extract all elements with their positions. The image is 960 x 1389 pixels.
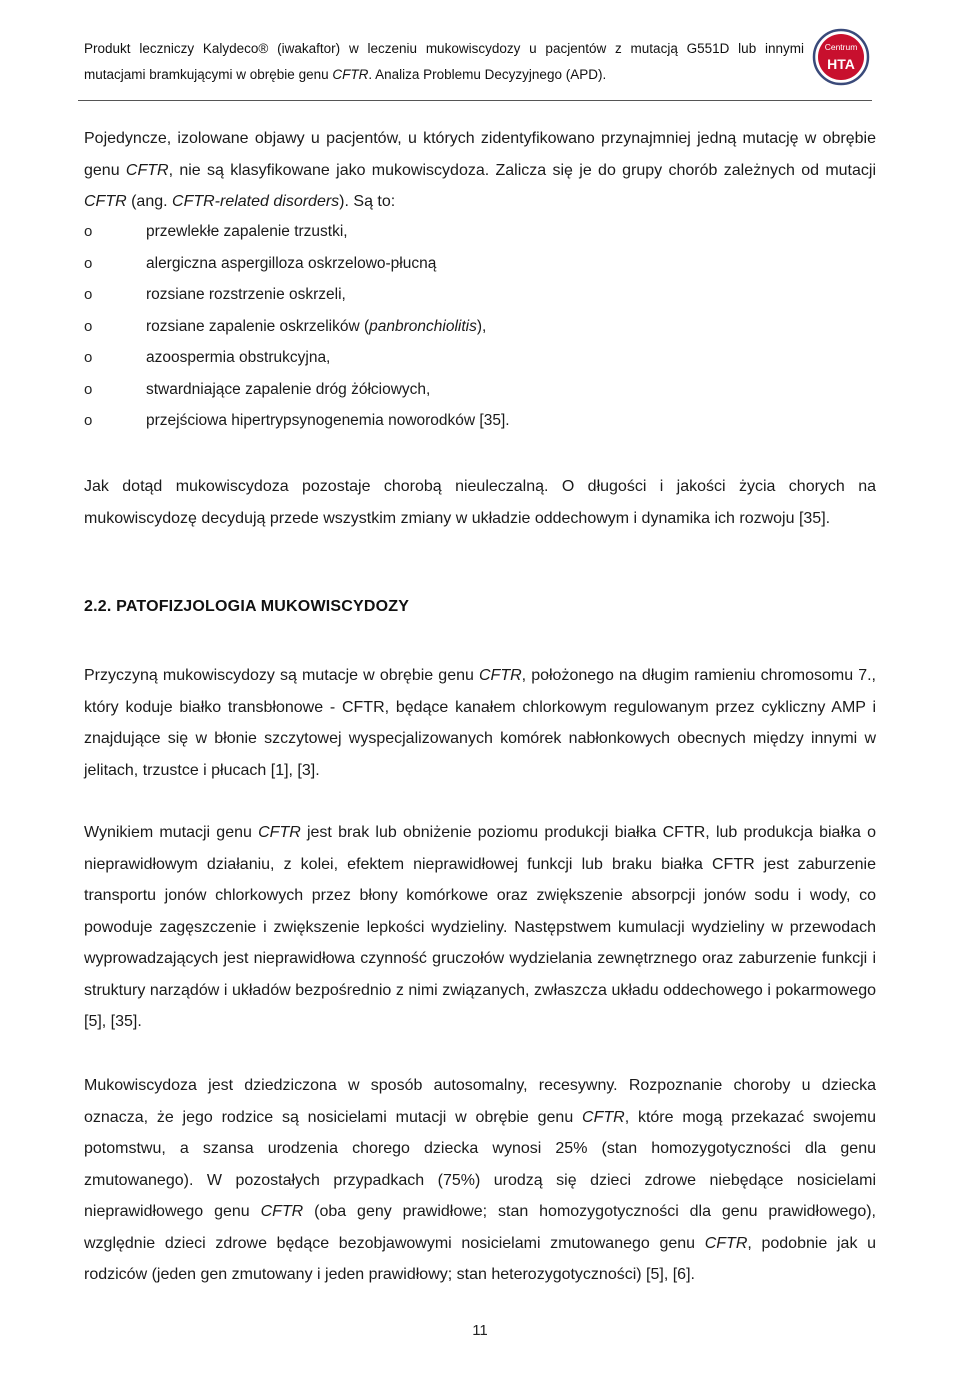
header-line2-text: mutacjami bramkującymi w obrębie genu [84, 67, 333, 82]
header-gene-name: CFTR [332, 67, 369, 82]
disorder-list [84, 216, 876, 437]
para1-text-g: ). Są to: [339, 193, 396, 210]
paragraph-incurable: Jak dotąd mukowiscydoza pozostaje chorobą nieuleczalną. O długości i jakości życia chorych na mukowiscydozę decydują przede wszystkim zmiany w układzie oddechowym i dynamika ich rozwoju [35]. [84, 478, 876, 527]
para5-gene-2: CFTR [260, 1203, 304, 1220]
list-item [84, 342, 876, 374]
list-item [84, 279, 876, 311]
list-item-text: alergiczna aspergilloza oskrzelowo-płucną [146, 254, 437, 272]
para5-gene-3: CFTR [704, 1234, 748, 1252]
para3-text-c: , położonego na długim ramieniu chromosomu 7., który koduje białko transbłonowe - CFTR, będące kanałem chlorkowym regulowanym przez cykliczny AMP i znajdujące się w błonie szczytowej wyspecjalizowanych komórek nabłonkowych obecnych między innymi w jelitach, trzustce i płucach [1], [3]. [84, 667, 876, 779]
list-item-text-c: ), [476, 317, 487, 335]
bullet-icon: o [84, 286, 93, 303]
paragraph-cause [84, 660, 876, 786]
para5-gene: CFTR [582, 1108, 625, 1126]
para1-text-c: , nie są klasyfikowane jako mukowiscydoza. Zalicza się je do grupy chorób zależnych od mutacji [168, 161, 876, 179]
paragraph-inheritance [84, 1070, 876, 1291]
para1-text-a: Pojedyncze, izolowane objawy u pacjentów, u których zidentyfikowano przynajmniej jedną mutację w obrębie genu [84, 130, 876, 179]
para5-text-a: Mukowiscydoza jest dziedziczona w sposób autosomalny, recesywny. Rozpoznanie choroby u dziecka oznacza, że jego rodzice są nosicielami mutacji w obrębie genu [84, 1077, 876, 1126]
list-item-text-a: rozsiane zapalenie oskrzelików ( [146, 317, 370, 335]
para5-text-e: (oba geny prawidłowe; stan homozygotyczności dla genu prawidłowego), względnie dzieci zdrowe będące bezobjawowymi nosicielami zmutowanego genu [84, 1203, 877, 1252]
para4-text-a: Wynikiem mutacji genu [84, 824, 259, 841]
list-item-text: przejściowa hipertrypsynogenemia noworodków [35]. [146, 412, 510, 429]
paragraph-effects [84, 817, 876, 1038]
bullet-icon: o [84, 254, 93, 272]
paragraph-cftr-related-disorders [84, 123, 876, 218]
header-line2-end: . Analiza Problemu Decyzyjnego (APD). [368, 67, 607, 82]
logo-text-bottom: HTA [827, 56, 855, 72]
list-item-term: panbronchiolitis [369, 317, 477, 335]
para5-text-c: , które mogą przekazać swojemu potomstwu, a szansa urodzenia chorego dziecka wynosi 25% (stan homozygotyczności dla genu zmutowanego). W pozostałych przypadkach (75%) urodzą się dzieci zdrowe niebędące nosicielami nieprawidłowego genu [84, 1108, 877, 1220]
para1-gene: CFTR [125, 161, 169, 179]
header-title-line2 [84, 62, 804, 88]
bullet-icon: o [84, 317, 93, 335]
page-number: 11 [472, 1322, 488, 1339]
para1-gene-2: CFTR [84, 193, 127, 210]
para1-term: CFTR-related disorders [172, 193, 340, 210]
list-item [84, 216, 876, 248]
list-item-text: rozsiane rozstrzenie oskrzeli, [146, 286, 346, 303]
list-item-text: przewlekłe zapalenie trzustki, [146, 223, 348, 240]
bullet-icon: o [84, 223, 93, 240]
bullet-icon: o [84, 349, 93, 366]
logo-text-top: Centrum [824, 42, 858, 52]
list-item-text: stwardniające zapalenie dróg żółciowych, [146, 380, 431, 398]
list-item-text: azoospermia obstrukcyjna, [146, 349, 331, 366]
list-item [84, 311, 876, 343]
para3-gene: CFTR [478, 667, 522, 684]
header-divider [78, 100, 872, 101]
para4-gene: CFTR [258, 824, 301, 841]
list-item [84, 405, 876, 437]
page-header [84, 36, 804, 88]
list-item [84, 374, 876, 406]
list-item [84, 248, 876, 280]
bullet-icon: o [84, 380, 93, 398]
header-title-line1: Produkt leczniczy Kalydeco® (iwakaftor) w leczeniu mukowiscydozy u pacjentów z mutacją G551D lub innymi [84, 41, 804, 56]
bullet-icon: o [84, 412, 93, 429]
centrum-hta-logo [812, 28, 870, 86]
list-item-text [146, 311, 486, 343]
para4-text-c: jest brak lub obniżenie poziomu produkcji białka CFTR, lub produkcja białka o nieprawidłowym działaniu, z kolei, efektem nieprawidłowej funkcji lub braku białka CFTR jest zaburzenie transportu jonów chlorkowych przez błony komórkowe oraz zwiększenie absorpcji jonów sodu i wody, co powoduje zagęszczenie i zwiększenie lepkości wydzieliny. Następstwem kumulacji wydzieliny w przewodach wyprowadzających jest nieprawidłowa czynność gruczołów wydzielania zewnętrznego oraz zaburzenie funkcji i struktury narządów i układów bezpośrednio z nimi związanych, zwłaszcza układu oddechowego i pokarmowego [5], [35]. [84, 824, 877, 1030]
para1-text-e: (ang. [126, 193, 173, 210]
para5-text-g: , podobnie jak u rodziców (jeden gen zmutowany i jeden prawidłowy; stan heterozygotyczności) [5], [6]. [84, 1234, 876, 1283]
section-heading: 2.2. PATOFIZJOLOGIA MUKOWISCYDOZY [84, 598, 410, 615]
para3-text-a: Przyczyną mukowiscydozy są mutacje w obrębie genu [84, 667, 479, 684]
